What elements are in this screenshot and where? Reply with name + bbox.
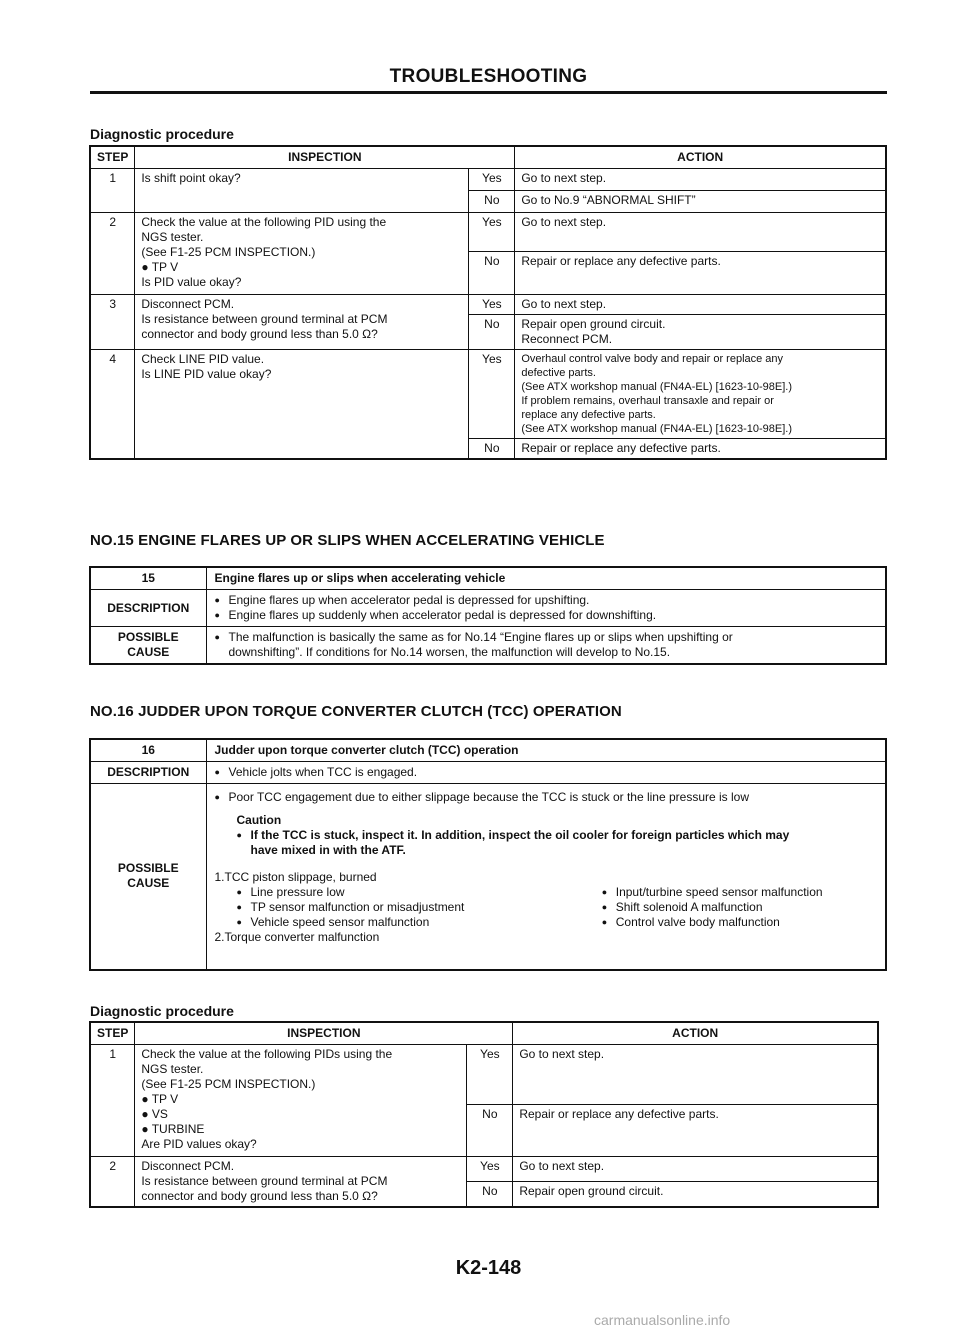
label-line: CAUSE: [127, 876, 170, 891]
table-row: [90, 1045, 878, 1105]
inspection-line: NGS tester.: [141, 230, 204, 244]
action-text: [515, 350, 886, 439]
diag2-col-action: ACTION: [513, 1022, 878, 1045]
step-number: 2: [90, 213, 135, 295]
action-text: [515, 315, 886, 350]
inspection-text: [135, 1045, 467, 1157]
sub-item: ● Line pressure low: [237, 885, 512, 900]
answer-yes: Yes: [469, 350, 515, 439]
description-label: DESCRIPTION: [90, 590, 206, 627]
no15-title: NO.15 ENGINE FLARES UP OR SLIPS WHEN ACCELERATING VEHICLE: [90, 532, 605, 549]
answer-no: No: [469, 191, 515, 213]
no16-title: NO.16 JUDDER UPON TORQUE CONVERTER CLUTCH (TCC) OPERATION: [90, 703, 622, 720]
answer-no: No: [469, 439, 515, 460]
action-line: If problem remains, overhaul transaxle and repair or: [521, 395, 774, 407]
step-number: 2: [90, 1157, 135, 1208]
inspection-line: Is resistance between ground terminal at PCM: [141, 312, 388, 326]
description-label: DESCRIPTION: [90, 762, 206, 784]
action-text: Go to next step.: [515, 295, 886, 315]
action-text: Go to next step.: [515, 169, 886, 191]
diag1-table: [89, 145, 887, 460]
inspection-line: (See F1-25 PCM INSPECTION.): [141, 245, 316, 259]
inspection-line: connector and body ground less than 5.0 Ω?: [141, 1189, 378, 1203]
action-text: Go to next step.: [515, 213, 886, 252]
symptom-heading: Judder upon torque converter clutch (TCC) operation: [206, 739, 886, 762]
answer-no: No: [469, 315, 515, 350]
no15-table: [89, 566, 887, 665]
cause-list-item-2: 2.Torque converter malfunction: [214, 930, 380, 944]
inspection-line: ● TURBINE: [141, 1122, 205, 1136]
table-row: [90, 295, 886, 315]
sub-item: ● Control valve body malfunction: [602, 915, 877, 930]
answer-no: No: [467, 1105, 513, 1157]
action-line: Reconnect PCM.: [521, 332, 613, 346]
action-text: Repair or replace any defective parts.: [515, 252, 886, 295]
possible-cause-label: [90, 784, 206, 970]
caution-line: ● If the TCC is stuck, inspect it. In addition, inspect the oil cooler for foreign particles which may: [250, 828, 790, 842]
cause-line: ● The malfunction is basically the same as for No.14 “Engine flares up or slips when upshifting or: [228, 630, 733, 644]
label-line: CAUSE: [127, 645, 170, 659]
inspection-text: [135, 350, 469, 460]
inspection-text: [135, 295, 469, 350]
header-rule: [90, 91, 887, 94]
inspection-text: [135, 213, 469, 295]
action-line: replace any defective parts.: [521, 409, 656, 421]
sub-item: ● TP sensor malfunction or misadjustment: [237, 900, 512, 915]
diag2-col-inspection: INSPECTION: [135, 1022, 513, 1045]
possible-cause-text: [206, 627, 886, 665]
sub-item: ● Input/turbine speed sensor malfunction: [602, 885, 877, 900]
action-text: Repair or replace any defective parts.: [513, 1105, 878, 1157]
caution-line: have mixed in with the ATF.: [250, 843, 406, 857]
answer-yes: Yes: [469, 213, 515, 252]
page-header-title: TROUBLESHOOTING: [389, 66, 588, 87]
inspection-line: Check the value at the following PIDs using the: [141, 1047, 393, 1061]
possible-cause-text: [206, 784, 886, 970]
symptom-number: 16: [90, 739, 206, 762]
sub-item: ● Shift solenoid A malfunction: [602, 900, 877, 915]
diag2-col-step: STEP: [90, 1022, 135, 1045]
table-row: [90, 1157, 878, 1182]
cause-line: downshifting”. If conditions for No.14 worsen, the malfunction will develop to No.15.: [228, 645, 671, 659]
action-text: Go to No.9 “ABNORMAL SHIFT”: [515, 191, 886, 213]
answer-yes: Yes: [469, 169, 515, 191]
inspection-line: ● TP V: [141, 260, 179, 274]
action-line: defective parts.: [521, 367, 596, 379]
action-line: (See ATX workshop manual (FN4A-EL) [1623-10-98E].): [521, 381, 792, 393]
inspection-line: Disconnect PCM.: [141, 1159, 235, 1173]
action-line: Repair open ground circuit.: [521, 317, 666, 331]
step-number: 1: [90, 1045, 135, 1157]
answer-yes: Yes: [469, 295, 515, 315]
inspection-line: Is PID value okay?: [141, 275, 242, 289]
diag1-col-action: ACTION: [515, 146, 886, 169]
diag2-title: Diagnostic procedure: [90, 1003, 234, 1019]
cause-list-item-1: 1.TCC piston slippage, burned: [214, 870, 377, 884]
action-line: (See ATX workshop manual (FN4A-EL) [1623-10-98E].): [521, 423, 792, 435]
table-row: [90, 213, 886, 252]
sub-item: ● Vehicle speed sensor malfunction: [237, 915, 512, 930]
possible-cause-label: [90, 627, 206, 665]
inspection-line: ● TP V: [141, 1092, 179, 1106]
table-row: [90, 350, 886, 439]
step-number: 4: [90, 350, 135, 460]
inspection-line: NGS tester.: [141, 1062, 204, 1076]
inspection-line: Check the value at the following PID using the: [141, 215, 387, 229]
action-text: Go to next step.: [513, 1157, 878, 1182]
diag1-title: Diagnostic procedure: [90, 126, 234, 142]
description-text: [206, 590, 886, 627]
diag1-col-inspection: INSPECTION: [135, 146, 515, 169]
inspection-text: Is shift point okay?: [135, 169, 469, 213]
inspection-line: Disconnect PCM.: [141, 297, 235, 311]
page-number: K2-148: [455, 1257, 522, 1279]
symptom-heading: Engine flares up or slips when accelerating vehicle: [206, 567, 886, 590]
step-number: 1: [90, 169, 135, 213]
watermark: carmanualsonline.info: [594, 1312, 731, 1328]
description-item: ● Engine flares up suddenly when accelerator pedal is depressed for downshifting.: [215, 608, 878, 623]
symptom-number: 15: [90, 567, 206, 590]
inspection-line: connector and body ground less than 5.0 Ω?: [141, 327, 378, 341]
inspection-text: [135, 1157, 467, 1208]
inspection-line: Are PID values okay?: [141, 1137, 257, 1151]
answer-yes: Yes: [467, 1045, 513, 1105]
cause-sub-items: [215, 885, 878, 930]
table-row: [90, 169, 886, 191]
description-item: ● Engine flares up when accelerator pedal is depressed for upshifting.: [215, 593, 878, 608]
step-number: 3: [90, 295, 135, 350]
label-line: POSSIBLE: [117, 630, 179, 644]
cause-item: [215, 630, 878, 660]
inspection-line: Check LINE PID value.: [141, 352, 265, 366]
no16-table: [89, 738, 887, 971]
caution-text: [237, 828, 878, 858]
diag1-col-step: STEP: [90, 146, 135, 169]
action-text: Repair open ground circuit.: [513, 1182, 878, 1207]
answer-no: No: [469, 252, 515, 295]
description-text: [206, 762, 886, 784]
inspection-line: Is LINE PID value okay?: [141, 367, 272, 381]
label-line: POSSIBLE: [117, 861, 179, 876]
answer-yes: Yes: [467, 1157, 513, 1182]
description-item: ● Vehicle jolts when TCC is engaged.: [215, 765, 878, 780]
caution-heading: Caution: [236, 813, 282, 827]
action-text: Go to next step.: [513, 1045, 878, 1105]
diag2-table: [89, 1021, 879, 1208]
cause-item: ● Poor TCC engagement due to either slippage because the TCC is stuck or the line pressure is low: [215, 790, 878, 805]
inspection-line: ● VS: [141, 1107, 168, 1121]
inspection-line: (See F1-25 PCM INSPECTION.): [141, 1077, 316, 1091]
action-line: Overhaul control valve body and repair or replace any: [521, 353, 784, 365]
action-text: Repair or replace any defective parts.: [515, 439, 886, 460]
inspection-line: Is resistance between ground terminal at PCM: [141, 1174, 388, 1188]
answer-no: No: [467, 1182, 513, 1207]
